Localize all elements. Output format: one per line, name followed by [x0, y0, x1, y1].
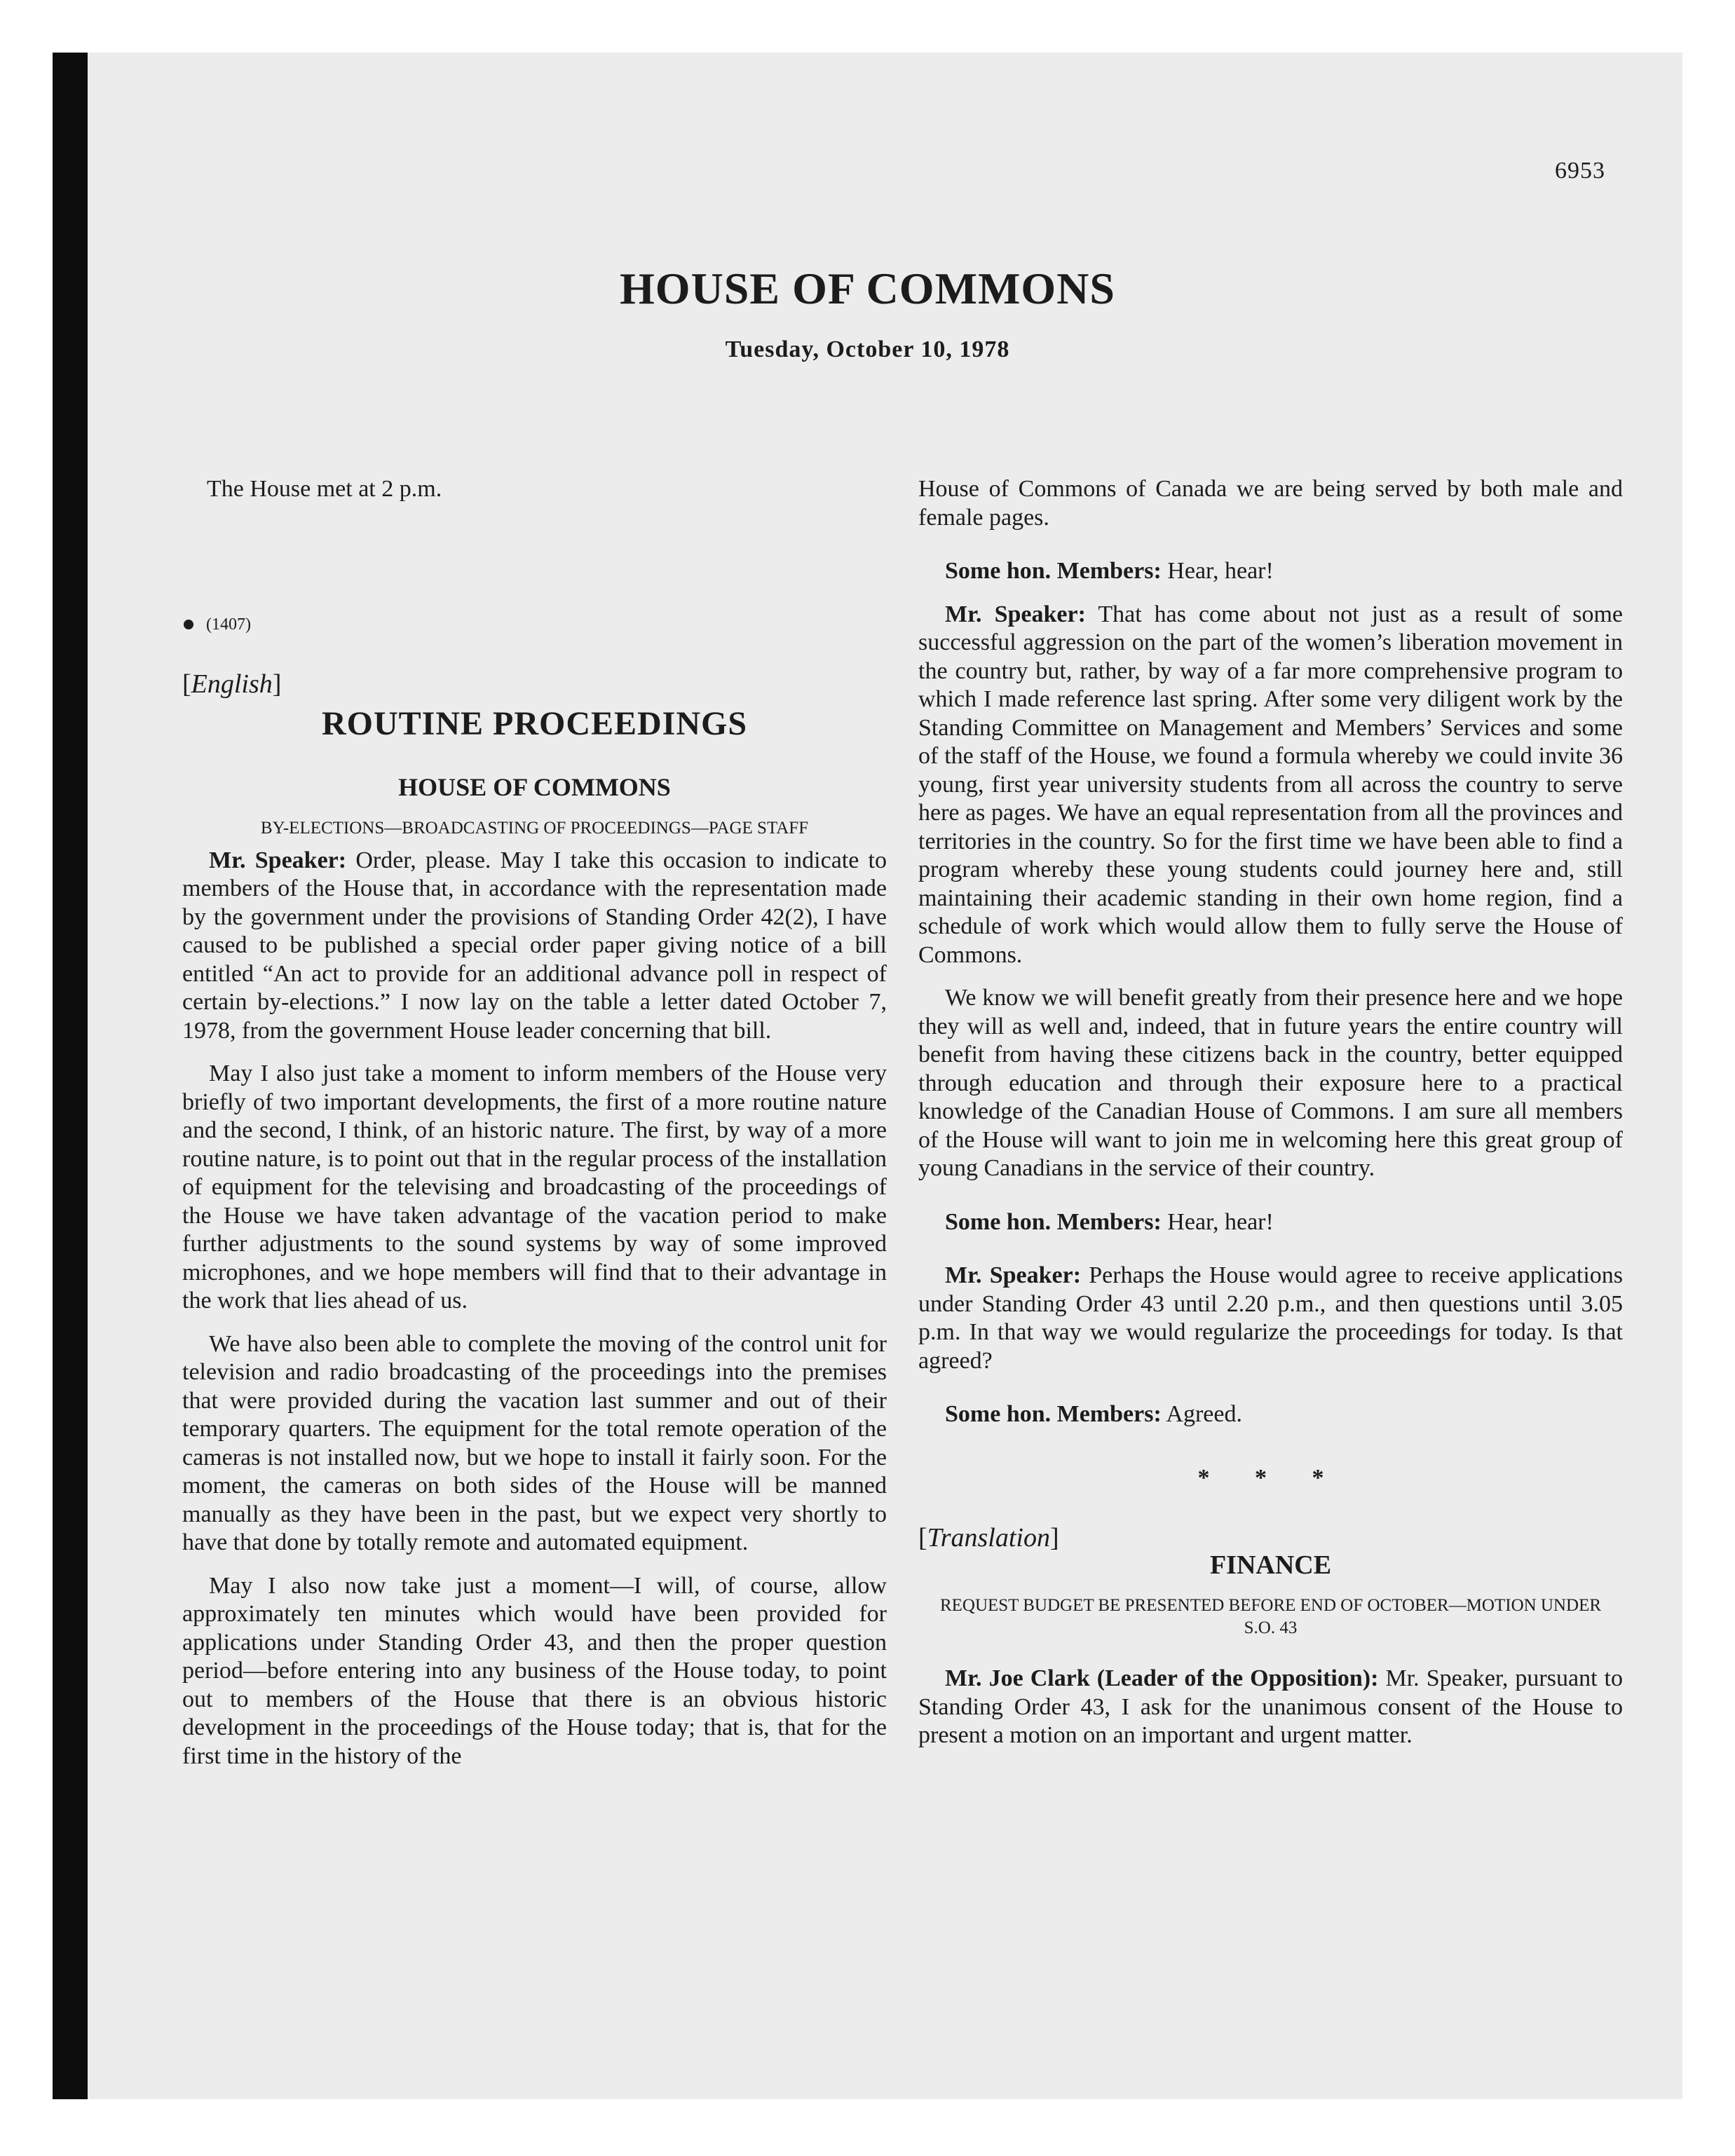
- opening-line: The House met at 2 p.m.: [207, 476, 442, 502]
- speaker-paragraph-schedule: Mr. Speaker: Perhaps the House would agree to receive applications under Standing Order 43 until 2.20 p.m., and then questions until 3.05 p.m. In that way we would regularize the proceedings for today. Is that agreed?: [918, 1262, 1623, 1374]
- sitting-date: Tuesday, October 10, 1978: [725, 336, 1010, 362]
- page-number: 6953: [1555, 158, 1605, 184]
- right-column: [918, 475, 1623, 1750]
- language-tag-english: [English]: [182, 669, 282, 699]
- time-marker-text: (1407): [206, 615, 251, 634]
- left-column: [182, 475, 887, 1770]
- speaker-name: Mr. Speaker:: [209, 847, 347, 873]
- clark-paragraph: Mr. Joe Clark (Leader of the Opposition): Mr. Speaker, pursuant to Standing Order 43, I ask for the unanimous consent of the House to present a motion on an important and urgent matter.: [918, 1665, 1624, 1748]
- topic-heading: REQUEST BUDGET BE PRESENTED BEFORE END OF OCTOBER—MOTION UNDER S.O. 43: [939, 1596, 1602, 1637]
- subsection-heading: HOUSE OF COMMONS: [398, 773, 671, 801]
- section-heading-finance: FINANCE: [1209, 1550, 1332, 1580]
- paragraph-broadcasting: May I also just take a moment to inform members of the House very briefly of two important developments, the first of a more routine nature and the second, I think, of an historic nature. The first, by way of a more routine nature, is to point out that in the regular process of the installation of equipment for the televising and broadcasting of the proceedings of the House we have taken advantage of the vacation period to make further adjustments to the sound systems by way of some improved microphones, and we hope members will find that to their advantage in the work that lies ahead of us.: [182, 1060, 887, 1314]
- section-separator: * * *: [1197, 1464, 1344, 1491]
- time-marker: [184, 610, 887, 639]
- speaker-paragraph-pages: Mr. Speaker: That has come about not just as a result of some successful aggression on the part of the women’s liberation movement in the country but, rather, by way of a far more comprehensive program to which I made reference last spring. After some very diligent work by the Standing Committee on Management and Members’ Services and some of the staff of the House, we found a formula whereby we could invite 36 young, first year university students from all across the country to serve here as pages. We have an equal representation from all the provinces and territories in the country. So for the first time we have been able to find a program whereby these young students could journey here and, still maintaining their academic standing in their own home region, find a schedule of work which would allow them to fully serve the House of Commons.: [918, 601, 1624, 968]
- topic-heading: BY-ELECTIONS—BROADCASTING OF PROCEEDINGS—PAGE STAFF: [260, 818, 809, 838]
- language-tag-translation: [Translation]: [918, 1523, 1059, 1553]
- paragraph-historic: May I also now take just a moment—I will, of course, allow approximately ten minutes which would have been provided for applications under Standing Order 43, and then the proper question period—before entering into any business of the House today, to point out to members of the House that there is an obvious historic development in the proceedings of the House today; that is, that for the first time in the history of the: [182, 1572, 887, 1769]
- members-response: Some hon. Members: Agreed.: [945, 1401, 1242, 1427]
- speaker-paragraph: Mr. Speaker: Order, please. May I take this occasion to indicate to members of the House that, in accordance with the representation made by the government under the provisions of Standing Order 42(2), I have caused to be published a special order paper giving notice of a bill entitled “An act to provide for an additional advance poll in respect of certain by-elections.” I now lay on the table a letter dated October 7, 1978, from the government House leader concerning that bill.: [182, 847, 887, 1044]
- paragraph-control-unit: We have also been able to complete the moving of the control unit for television and radio broadcasting of the proceedings into the premises that were provided during the vacation last summer and out of their temporary quarters. The equipment for the total remote operation of the cameras is not installed now, but we hope to install it fairly soon. For the moment, the cameras on both sides of the House will be manned manually as they have been in the past, but we expect very shortly to have that done by totally remote and automated equipment.: [182, 1330, 887, 1555]
- members-response: Some hon. Members: Hear, hear!: [945, 1208, 1274, 1235]
- continuation-paragraph: House of Commons of Canada we are being served by both male and female pages.: [918, 476, 1623, 531]
- page-title: HOUSE OF COMMONS: [620, 264, 1115, 313]
- section-heading-routine-proceedings: ROUTINE PROCEEDINGS: [321, 704, 748, 742]
- paragraph-benefit: We know we will benefit greatly from their presence here and we hope they will as well and, indeed, that in future years the entire country will benefit from having these citizens back in the country, better equipped through education and through their exposure here to a practical knowledge of the Canadian House of Commons. I am sure all members of the House will want to join me in welcoming here this great group of young Canadians in the service of their country.: [918, 985, 1623, 1181]
- bullet-icon: [184, 620, 193, 629]
- members-response: Some hon. Members: Hear, hear!: [945, 558, 1274, 584]
